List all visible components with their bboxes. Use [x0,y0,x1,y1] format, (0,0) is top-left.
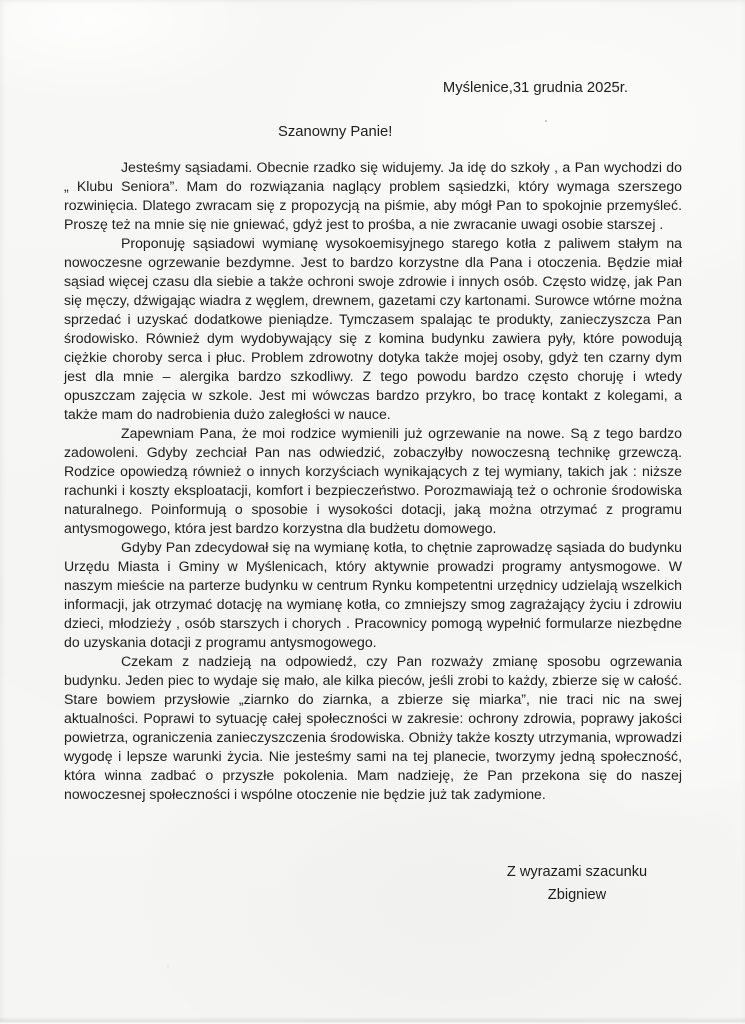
date-line: Myślenice,31 grudnia 2025r. [442,80,628,96]
paragraph-parents-example: Zapewniam Pana, że moi rodzice wymienili już ogrzewanie na nowe. Są z tego bardzo zadowoleni. Gdyby zechciał Pan nas odwiedzić, zobaczyłby nowoczesną technikę grzewczą. Rodzice opowiedzą również o innych korzyściach wynikających z tej wymiany, takich jak : niższe rachunki i koszty eksploatacji, komfort i bezpieczeństwo. Porozmawiają też o ochronie środowiska naturalnego. Poinformują o sposobie i wysokości dotacji, jaką można otrzymać z programu antysmogowego, która jest bardzo korzystna dla budżetu domowego. [64,425,682,536]
closing-block [477,861,677,907]
paragraph-introduction: Jesteśmy sąsiadami. Obecnie rzadko się widujemy. Ja idę do szkoły , a Pan wychodzi do „ Klubu Seniora”. Mam do rozwiązania naglący problem sąsiedzki, który wymaga szerszego rozwinięcia. Dlatego zwracam się z propozycją na piśmie, aby mógł Pan to spokojnie przemyśleć. Proszę też na mnie się nie gniewać, gdyż jest to prośba, a nie zwracanie uwagi osobie starszej . [64,159,682,232]
paragraph-conclusion: Czekam z nadzieją na odpowiedź, czy Pan rozważy zmianę sposobu ogrzewania budynku. Jeden piec to wydaje się mało, ale kilka pieców, jeśli zrobi to każdy, zbierze się w całość. Stare bowiem przysłowie „ziarnko do ziarnka, a zbierze się miarka”, nie traci nic na swej aktualności. Poprawi to sytuację całej społeczności w zakresie: ochrony zdrowia, poprawy jakości powietrza, ograniczenia zanieczyszczenia środowiska. Obniży także koszty utrzymania, wprowadzi wygodę i lepsze warunki życia. Nie jesteśmy sami na tej planecie, tworzymy jedną społeczność, która winna zadbać o przyszłe pokolenia. Mam nadzieję, że Pan przekona się do naszej nowoczesnej społeczności i wspólne otoczenie nie będzie już tak zadymione. [64,653,682,802]
paragraph-proposal: Proponuję sąsiadowi wymianę wysokoemisyjnego starego kotła z paliwem stałym na nowoczesne ogrzewanie bezdymne. Jest to bardzo korzystne dla Pana i otoczenia. Będzie miał sąsiad więcej czasu dla siebie a także ochroni swoje zdrowie i innych osób. Często widzę, jak Pan się męczy, dźwigając wiadra z węglem, drewnem, gazetami czy kartonami. Surowce wtórne można sprzedać i uzyskać dodatkowe pieniądze. Tymczasem spalając te produkty, zanieczyszcza Pan środowisko. Również dym wydobywający się z komina budynku zawiera pyły, które powodują ciężkie choroby serca i płuc. Problem zdrowotny dotyka także mojej osoby, gdyż ten czarny dym jest dla mnie – alergika bardzo szkodliwy. Z tego powodu bardzo często choruję i wtedy opuszczam zajęcia w szkole. Jest mi wówczas bardzo przykro, bo tracę kontakt z kolegami, a także mam do nadrobienia dużo zaległości w nauce. [64,235,682,422]
paragraph-city-office: Gdyby Pan zdecydował się na wymianę kotła, to chętnie zaprowadzę sąsiada do budynku Urzędu Miasta i Gminy w Myślenicach, który aktywnie prowadzi programy antysmogowe. W naszym mieście na parterze budynku w centrum Rynku kompetentni urzędnicy udzielają wszelkich informacji, jak otrzymać dotację na wymianę kotła, co zmniejszy smog zagrażający życiu i zdrowiu dzieci, młodzieży , osób starszych i chorych . Pracownicy pomogą wypełnić formularze niezbędne do uzyskania dotacji z programu antysmogowego. [64,539,682,650]
scan-speck [167,966,169,967]
salutation: Szanowny Panie! [278,124,393,140]
closing-phrase: Z wyrazami szacunku [506,864,648,880]
signature: Zbigniew [547,887,607,903]
scan-speck [545,120,547,122]
letter-body [64,158,682,804]
